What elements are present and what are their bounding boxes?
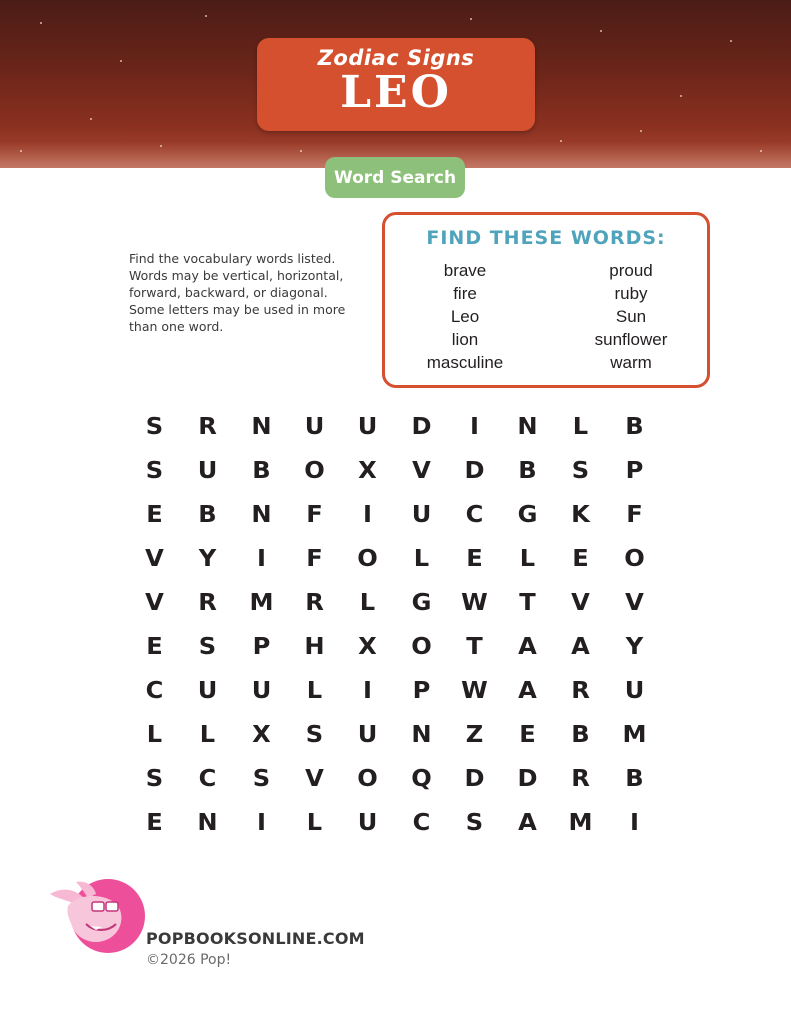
instructions-text: Find the vocabulary words listed. Words may be vertical, horizontal, forward, backward, or diagonal. Some letters may be used in more than one word.: [129, 251, 346, 334]
grid-letter: M: [249, 590, 274, 616]
grid-letter: N: [250, 414, 272, 440]
grid-letter: W: [460, 590, 488, 616]
grid-letter: L: [306, 678, 323, 704]
word-search-grid: [128, 405, 663, 845]
grid-letter: M: [568, 810, 593, 836]
grid-letter: F: [306, 502, 323, 528]
grid-letter: X: [358, 458, 377, 484]
grid-letter: B: [198, 502, 218, 528]
grid-letter: O: [623, 546, 645, 572]
grid-letter: B: [624, 414, 644, 440]
grid-letter: L: [359, 590, 376, 616]
grid-letter: R: [305, 590, 324, 616]
activity-label: Word Search: [325, 157, 465, 198]
grid-letter: S: [465, 810, 483, 836]
grid-letter: O: [410, 634, 432, 660]
grid-letter: S: [305, 722, 324, 748]
grid-letter: A: [518, 634, 537, 660]
grid-letter: L: [306, 810, 323, 836]
grid-letter: I: [363, 502, 373, 528]
grid-letter: L: [573, 414, 589, 440]
grid-letter: T: [466, 634, 483, 660]
word-item: masculine: [426, 353, 504, 372]
word-list-left-column: [395, 259, 535, 374]
grid-letter: O: [357, 766, 378, 792]
grid-letter: I: [256, 546, 266, 572]
grid-letter: H: [304, 634, 325, 660]
grid-letter: D: [410, 414, 432, 440]
word-item: warm: [610, 353, 652, 372]
page-title: LEO: [340, 67, 452, 118]
grid-letter: V: [411, 458, 431, 484]
grid-letter: U: [411, 502, 431, 528]
grid-letter: E: [146, 502, 163, 528]
grid-letter: V: [145, 590, 164, 616]
grid-letter: F: [625, 502, 643, 528]
page-subtitle: Zodiac Signs: [317, 46, 475, 70]
grid-letter: N: [410, 722, 432, 748]
grid-letter: S: [199, 634, 217, 660]
grid-letter: R: [571, 766, 591, 792]
grid-letter: R: [198, 414, 218, 440]
grid-letter: L: [413, 546, 429, 572]
grid-letter: E: [519, 722, 536, 748]
grid-letter: P: [412, 678, 430, 704]
grid-letter: U: [304, 414, 325, 440]
grid-letter: X: [251, 722, 271, 748]
grid-letter: N: [197, 810, 218, 836]
copyright-text: ©2026 Pop!: [146, 952, 232, 968]
grid-letter: V: [305, 766, 324, 792]
grid-letter: B: [624, 766, 644, 792]
grid-letter: N: [517, 414, 538, 440]
word-item: Sun: [615, 307, 647, 326]
grid-letter: Z: [465, 722, 484, 748]
grid-letter: U: [197, 678, 218, 704]
kangaroo-mascot-icon: [46, 876, 146, 956]
grid-letter: O: [357, 546, 378, 572]
grid-letter: S: [145, 458, 164, 484]
grid-letter: V: [624, 590, 644, 616]
grid-letter: M: [622, 722, 647, 748]
word-item: ruby: [614, 284, 648, 303]
grid-letter: E: [146, 634, 163, 660]
word-item: fire: [453, 284, 477, 303]
word-list-box: [382, 212, 710, 388]
grid-letter: E: [466, 546, 483, 572]
grid-letter: S: [252, 766, 270, 792]
grid-letter: W: [460, 678, 488, 704]
word-list-right-column: [561, 259, 701, 374]
grid-letter: E: [572, 546, 590, 572]
grid-letter: U: [357, 722, 378, 748]
grid-letter: B: [251, 458, 271, 484]
grid-letter: V: [571, 590, 591, 616]
grid-letter: B: [571, 722, 591, 748]
grid-letter: F: [306, 546, 323, 572]
word-item: sunflower: [594, 330, 668, 349]
grid-letter: C: [465, 502, 484, 528]
grid-letter: U: [251, 678, 271, 704]
site-url: POPBOOKSONLINE.COM: [146, 929, 365, 948]
grid-letter: D: [464, 458, 485, 484]
grid-letter: C: [198, 766, 217, 792]
title-card: [257, 38, 535, 131]
grid-letter: O: [304, 458, 325, 484]
grid-letter: B: [518, 458, 537, 484]
grid-letter: T: [519, 590, 536, 616]
grid-letter: E: [146, 810, 163, 836]
grid-letter: S: [145, 766, 164, 792]
grid-letter: L: [519, 546, 536, 572]
grid-letter: A: [571, 634, 591, 660]
grid-letter: P: [252, 634, 270, 660]
grid-letter: Q: [410, 766, 432, 792]
word-list-title: FIND THESE WORDS:: [426, 227, 666, 249]
grid-letter: R: [198, 590, 218, 616]
grid-letter: S: [145, 414, 164, 440]
grid-letter: Y: [625, 634, 643, 660]
grid-letter: L: [200, 722, 216, 748]
grid-letter: I: [256, 810, 266, 836]
grid-letter: A: [518, 678, 537, 704]
word-item: brave: [443, 261, 487, 280]
grid-letter: G: [411, 590, 431, 616]
grid-letter: N: [250, 502, 272, 528]
grid-letter: I: [469, 414, 479, 440]
grid-letter: D: [517, 766, 538, 792]
word-item: proud: [609, 261, 653, 280]
grid-letter: U: [357, 810, 378, 836]
word-item: lion: [451, 330, 479, 349]
grid-letter: I: [629, 810, 639, 836]
grid-letter: V: [145, 546, 164, 572]
grid-letter: X: [358, 634, 377, 660]
grid-letter: U: [197, 458, 218, 484]
grid-letter: K: [571, 502, 591, 528]
grid-letter: A: [518, 810, 537, 836]
grid-letter: U: [357, 414, 378, 440]
grid-letter: D: [464, 766, 485, 792]
grid-letter: R: [571, 678, 591, 704]
grid-letter: L: [146, 722, 163, 748]
grid-letter: Y: [199, 546, 217, 572]
grid-letter: G: [517, 502, 538, 528]
grid-letter: C: [145, 678, 164, 704]
grid-letter: P: [625, 458, 644, 484]
grid-letter: C: [412, 810, 430, 836]
grid-letter: U: [624, 678, 644, 704]
grid-letter: I: [363, 678, 373, 704]
grid-letter: S: [572, 458, 590, 484]
word-item: Leo: [450, 307, 480, 326]
